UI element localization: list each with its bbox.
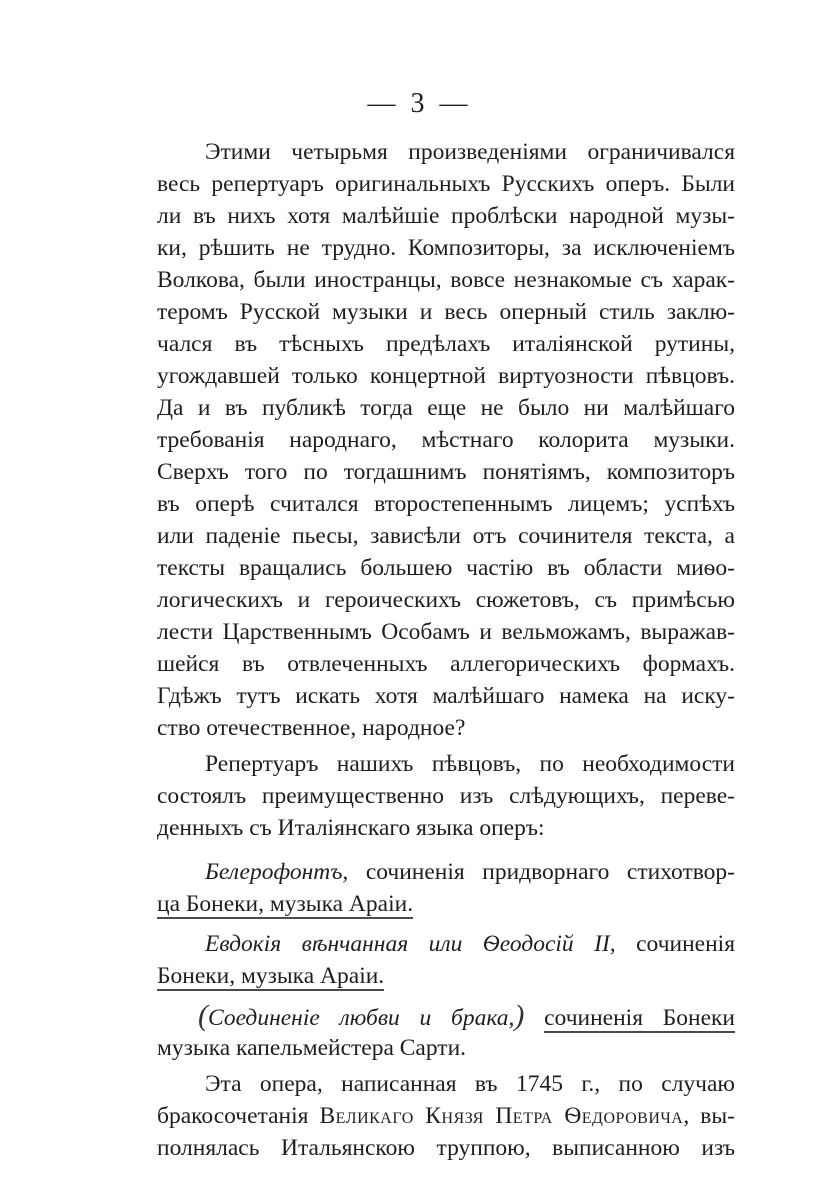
opera-title: Евдокія вѣнчанная или Ѳеодосій II, (205, 931, 616, 957)
text-line: Да и въ публикѣ тогда еще не было ни малѣйшаго (157, 395, 735, 421)
text-line: ство отечественное, народное? (157, 715, 466, 741)
text-line: состоялъ преимущественно изъ слѣдующихъ, переве- (157, 783, 735, 809)
text-line: ли въ нихъ хотя малѣйшіе проблѣски народной музы- (157, 203, 735, 229)
opera-entry-line: ца Бонеки, музыка Араіи. (157, 891, 414, 917)
text-line: лести Царственнымъ Особамъ и вельможамъ, выражав- (157, 619, 735, 645)
handwritten-paren: ( (198, 999, 208, 1032)
opera-entry-line: музыка капельмейстера Сарти. (157, 1035, 467, 1061)
text-line: шейся въ отвлеченныхъ аллегорическихъ формахъ. (157, 651, 735, 677)
text-line: Репертуаръ нашихъ пѣвцовъ, по необходимости (205, 751, 735, 777)
opera-entry-line: Бонеки, музыка Араіи. (157, 963, 385, 989)
text-line: угождавшей только концертной виртуозности пѣвцовъ. (157, 363, 735, 389)
text-line: Этими четырьмя произведеніями ограничивался (205, 139, 735, 165)
handwritten-paren: ) (514, 999, 525, 1032)
opera-title: Белерофонтъ, (205, 859, 349, 885)
text-line: логическихъ и героическихъ сюжетовъ, съ примѣсью (157, 587, 735, 613)
text-line: Волкова, были иностранцы, вовсе незнакомые съ харак- (157, 267, 735, 293)
text-line: бракосочетанія Великаго Князя Петра Ѳедоровича, вы- (157, 1103, 735, 1129)
text-line: Эта опера, написанная въ 1745 г., по случаю (205, 1071, 735, 1097)
opera-entry-line: Белерофонтъ, сочиненія придворнаго стихотвор- (205, 859, 735, 885)
text-line: денныхъ съ Италіянскаго языка оперъ: (157, 815, 545, 841)
text-line: полнялась Итальянскою труппою, выписанною изъ (157, 1135, 735, 1161)
opera-entry-line: (Соединеніе любви и брака,) сочиненія Бонеки (198, 999, 735, 1032)
text-line: теромъ Русской музыки и весь оперный стиль заклю- (157, 299, 735, 325)
text-line: или паденіе пьесы, зависѣли отъ сочинителя текста, а (157, 523, 735, 549)
text-line: въ оперѣ считался второстепеннымъ лицемъ; успѣхъ (157, 491, 735, 517)
opera-entry-line: Евдокія вѣнчанная или Ѳеодосій II, сочиненія (205, 931, 736, 957)
text-line: весь репертуаръ оригинальныхъ Русскихъ оперъ. Были (157, 171, 735, 197)
text-line: тексты вращались большею частію въ области миѳо- (157, 555, 735, 581)
text-line: ки, рѣшить не трудно. Композиторы, за исключеніемъ (157, 235, 735, 261)
text-line: Сверхъ того по тогдашнимъ понятіямъ, композиторъ (157, 459, 735, 485)
opera-title: Соединеніе любви и брака, (208, 1005, 515, 1031)
text-line: Гдѣжъ тутъ искать хотя малѣйшаго намека на иску- (157, 683, 735, 709)
text-line: требованія народнаго, мѣстнаго колорита музыки. (157, 427, 735, 453)
page-number: — 3 — (367, 88, 472, 119)
text-line: чался въ тѣсныхъ предѣлахъ италіянской рутины, (157, 331, 735, 357)
